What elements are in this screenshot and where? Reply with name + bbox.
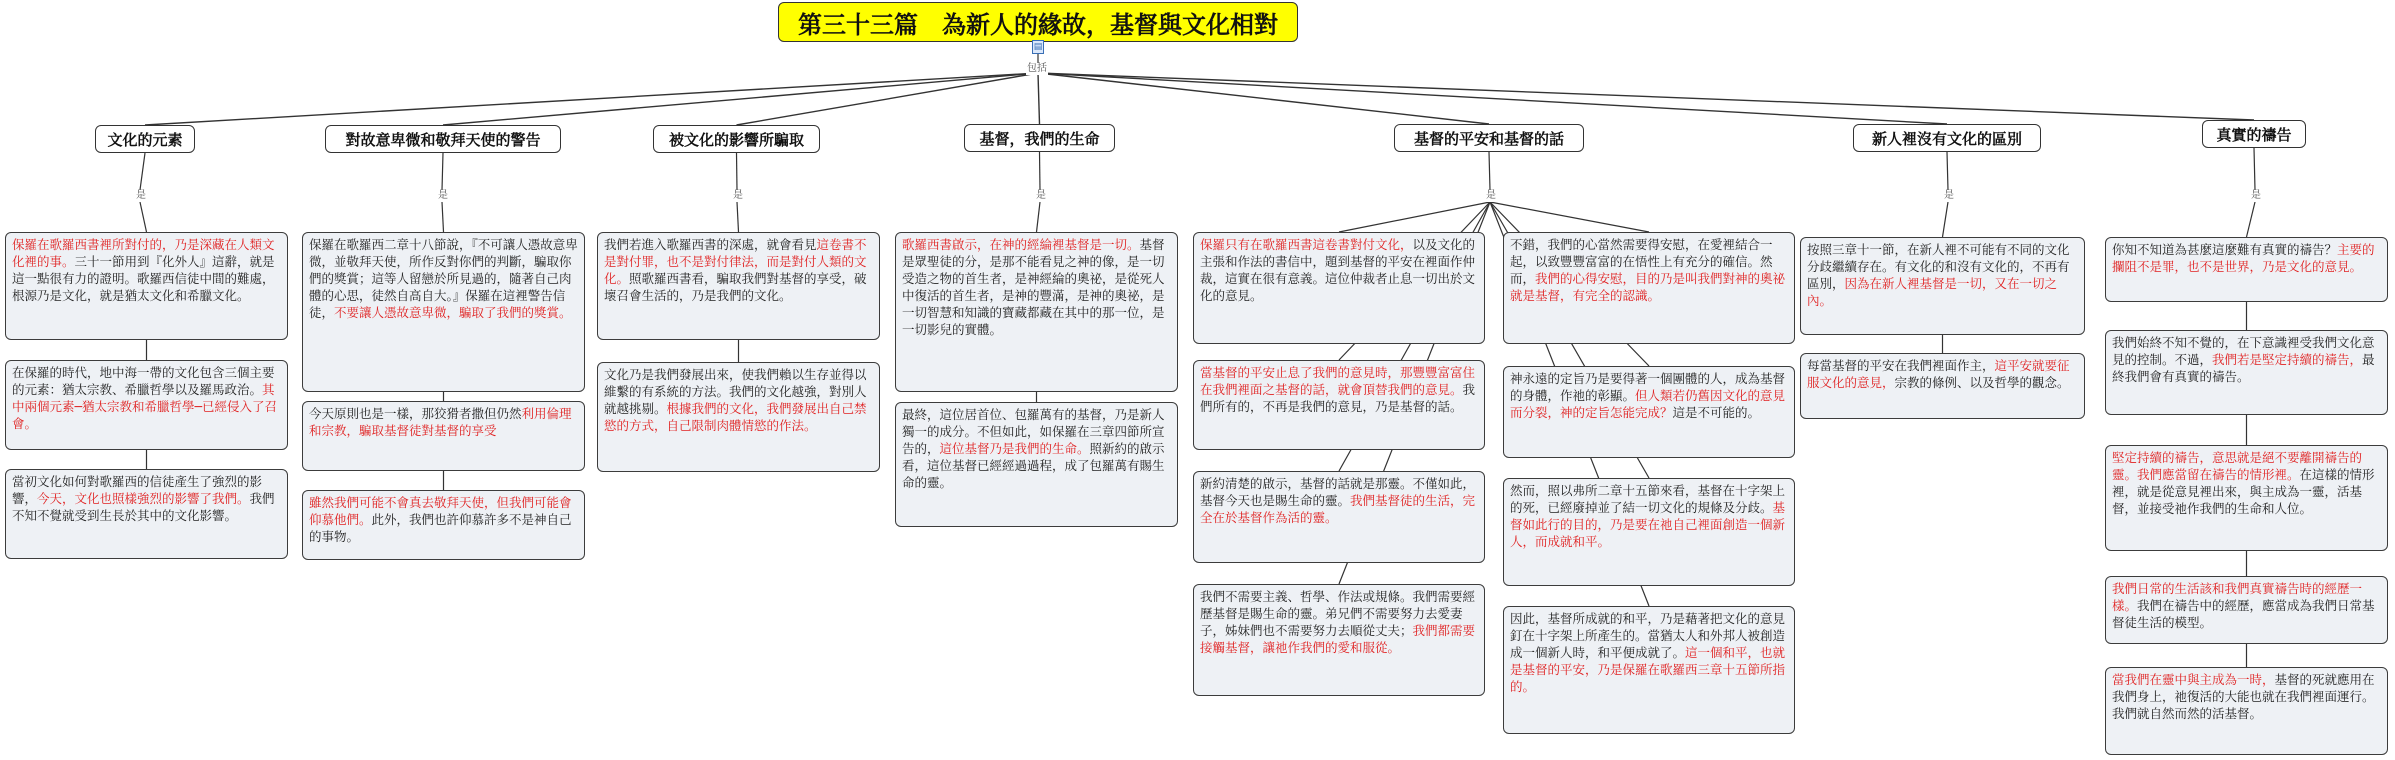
note-highlight-text: 這平安就要征服文化的意見， bbox=[1807, 358, 2070, 390]
note-highlight-text: 這位基督乃是我們的生命。 bbox=[939, 441, 1090, 456]
topic-christ-our-life[interactable]: 基督，我們的生命 bbox=[964, 124, 1115, 152]
connector-line bbox=[1490, 202, 1649, 232]
topic-warning-angels[interactable]: 對故意卑微和敬拜天使的警告 bbox=[325, 125, 561, 153]
topic-genuine-prayer[interactable]: 真實的禱告 bbox=[2202, 120, 2306, 148]
connector-line bbox=[1947, 152, 1948, 190]
note-box[interactable] bbox=[1503, 232, 1795, 344]
note-icon: ▤ bbox=[1033, 42, 1043, 52]
note-box[interactable] bbox=[1503, 606, 1795, 734]
note-text: 我們始終不知不覺的，在下意識裡受我們文化意見的控制。不過， bbox=[2112, 335, 2375, 367]
note-box[interactable] bbox=[1800, 237, 2085, 335]
connector-line bbox=[737, 153, 738, 190]
note-text: 最終我們會有真實的禱告。 bbox=[2112, 352, 2375, 384]
note-text: 新約清楚的啟示，基督的話就是那靈。不僅如此，基督今天也是賜生命的靈。 bbox=[1200, 476, 1476, 508]
note-highlight-text: 這卷書不是對付罪，也不是對付律法，而是對付人類的文化。 bbox=[604, 237, 867, 286]
connector-line bbox=[442, 202, 444, 232]
connector-line bbox=[1038, 73, 1489, 124]
note-box[interactable] bbox=[1503, 478, 1795, 586]
note-box[interactable] bbox=[1193, 232, 1485, 344]
note-highlight-text: 不要讓人憑故意卑微，騙取了我們的獎賞。 bbox=[334, 305, 572, 320]
note-highlight-text: 雖然我們可能不會真去敬拜天使，但我們可能會仰慕他們。 bbox=[309, 495, 572, 527]
sub-link-label: 是 bbox=[1036, 190, 1046, 201]
note-box[interactable] bbox=[1193, 584, 1485, 696]
note-highlight-text: 但人類若仍舊因文化的意見而分裂，神的定旨怎能完成？ bbox=[1510, 388, 1786, 420]
note-highlight-text: 當我們在靈中與主成為一時， bbox=[2112, 672, 2275, 687]
note-text: 我們不需要主義、哲學、作法或規條。我們需要經歷基督是賜生命的靈。弟兄們不需要努力去愛妻子，姊妹們也不需要努力去順從丈夫； bbox=[1200, 589, 1476, 638]
connector-line bbox=[140, 153, 145, 190]
connector-line bbox=[2254, 148, 2255, 190]
note-box[interactable] bbox=[1193, 360, 1485, 450]
note-text: 按照三章十一節，在新人裡不可能有不同的文化分歧繼續存在。有文化的和沒有文化的，不再有區別， bbox=[1807, 242, 2070, 291]
note-text: 我們所有的，不再是我們的意見，乃是基督的話。 bbox=[1200, 382, 1476, 414]
note-text: 我們不知不覺就受到生長於其中的文化影響。 bbox=[12, 491, 275, 523]
sub-link-label: 是 bbox=[2251, 190, 2261, 201]
topic-no-cultural-distinction[interactable]: 新人裡沒有文化的區別 bbox=[1853, 124, 2041, 152]
note-text: 在這樣的情形裡，就是從意見裡出來，與主成為一靈，活基督，並接受祂作我們的生命和人位。 bbox=[2112, 467, 2375, 516]
note-highlight-text: 基督如此行的目的，乃是要在祂自己裡面創造一個新人，而成就和平。 bbox=[1510, 500, 1786, 549]
note-highlight-text: 保羅在歌羅西書裡所對付的，乃是深藏在人類文化裡的事。 bbox=[12, 237, 275, 269]
note-text: 我們在禱告中的經歷，應當成為我們日常基督徒生活的模型。 bbox=[2112, 598, 2375, 630]
note-text: 不錯，我們的心當然需要得安慰，在愛裡結合一起，以致豐豐富富的在悟性上有充分的確信。然而， bbox=[1510, 237, 1773, 286]
note-highlight-text: 保羅只有在歌羅西書這卷書對付文化， bbox=[1200, 237, 1413, 252]
connector-line bbox=[1038, 73, 1947, 124]
connector-line bbox=[140, 202, 147, 232]
topic-deceived-by-culture[interactable]: 被文化的影響所騙取 bbox=[653, 125, 820, 153]
note-highlight-text: 主要的攔阻不是罪，也不是世界，乃是文化的意見。 bbox=[2112, 242, 2375, 274]
note-box[interactable] bbox=[1193, 471, 1485, 563]
note-text: 當初文化如何對歌羅西的信徒產生了強烈的影響， bbox=[12, 474, 263, 506]
connector-line bbox=[442, 153, 443, 190]
note-text: 文化乃是我們發展出來，使我們賴以生存並得以維繫的有系統的方法。我們的文化越強，對別人就越挑剔。 bbox=[604, 367, 867, 416]
note-box[interactable] bbox=[1503, 366, 1795, 458]
note-highlight-text: 這一個和平，也就是基督的平安，乃是保羅在歌羅西三章十五節所指的。 bbox=[1510, 645, 1786, 694]
connector-line bbox=[145, 73, 1038, 125]
note-highlight-text: 歌羅西書啟示，在神的經綸裡基督是一切。 bbox=[902, 237, 1140, 252]
note-text: 保羅在歌羅西二章十八節說，『不可讓人憑故意卑微，並敬拜天使，所作反對你們的判斷，騙取你們的獎賞；這等人留戀於所見過的，隨著自己肉體的心思，徒然自高自大。』保羅在這裡警告信徒， bbox=[309, 237, 578, 320]
connector-line bbox=[1038, 73, 2254, 120]
note-highlight-text: 我們的心得安慰，目的乃是叫我們對神的奧祕就是基督，有完全的認識。 bbox=[1510, 271, 1786, 303]
note-text: 最終，這位居首位、包羅萬有的基督，乃是新人獨一的成分。不但如此，如保羅在三章四節所宣告的， bbox=[902, 407, 1165, 456]
note-text: 在保羅的時代，地中海一帶的文化包含三個主要的元素：猶太宗教、希臘哲學以及羅馬政治。 bbox=[12, 365, 275, 397]
note-text: 這是不可能的。 bbox=[1672, 405, 1761, 420]
note-highlight-text: 因為在新人裡基督是一切，又在一切之內。 bbox=[1807, 276, 2058, 308]
note-box[interactable] bbox=[2105, 330, 2388, 415]
connector-line bbox=[443, 73, 1038, 125]
note-text: 你知不知道為甚麼這麼難有真實的禱告？ bbox=[2112, 242, 2338, 257]
note-text: 今天原則也是一樣，那狡猾者撒但仍然 bbox=[309, 406, 522, 421]
note-text: 以及文化的主張和作法的書信中，題到基督的平安在裡面作仲裁，這實在很有意義。這位仲裁者止息一切出於文化的意見。 bbox=[1200, 237, 1476, 303]
note-text: 照新約的啟示看，這位基督已經經過過程，成了包羅萬有賜生命的靈。 bbox=[902, 441, 1165, 490]
note-text: 因此，基督所成就的和平，乃是藉著把文化的意見釘在十字架上所產生的。當猶太人和外邦人被創造成一個新人時，和平便成就了。 bbox=[1510, 611, 1786, 660]
root-link-label: 包括 bbox=[1027, 63, 1047, 74]
connector-line bbox=[1489, 152, 1490, 190]
note-box[interactable] bbox=[5, 360, 288, 450]
connector-line bbox=[1339, 202, 1490, 232]
note-text: 基督是眾聖徒的分，是那不能看見之神的像，是一切受造之物的首生者，是神經綸的奧祕，是從死人中復活的首生者，是神的豐滿，是神的奧祕，是一切智慧和知識的寶藏都藏在其中的那一位，是一切影兒的實體。 bbox=[902, 237, 1165, 337]
note-box[interactable] bbox=[2105, 667, 2388, 755]
sub-link-label: 是 bbox=[136, 190, 146, 201]
note-box[interactable] bbox=[895, 232, 1178, 392]
note-box[interactable] bbox=[2105, 445, 2388, 551]
note-text: 我們若進入歌羅西書的深處，就會看見 bbox=[604, 237, 817, 252]
connector-line bbox=[2247, 202, 2256, 237]
note-box[interactable] bbox=[895, 402, 1178, 527]
sub-link-label: 是 bbox=[1944, 190, 1954, 201]
note-box[interactable] bbox=[5, 469, 288, 559]
note-highlight-text: 其中兩個元素─猶太宗教和希臘哲學─已經侵入了召會。 bbox=[12, 382, 278, 431]
note-box[interactable] bbox=[5, 232, 288, 340]
connector-line bbox=[1040, 152, 1041, 190]
note-text: 神永遠的定旨乃是要得著一個團體的人，成為基督的身體，作祂的彰顯。 bbox=[1510, 371, 1786, 403]
note-box[interactable] bbox=[2105, 576, 2388, 644]
note-highlight-text: 今天，文化也照樣強烈的影響了我們。 bbox=[37, 491, 250, 506]
note-highlight-text: 根據我們的文化，我們發展出自己禁慾的方式，自己限制肉體情慾的作法。 bbox=[604, 401, 867, 433]
note-box[interactable] bbox=[1800, 353, 2085, 419]
note-text: 然而，照以弗所二章十五節來看，基督在十字架上的死，已經廢掉並了結一切文化的規條及分歧。 bbox=[1510, 483, 1786, 515]
note-highlight-text: 我們都需要接觸基督，讓祂作我們的愛和服從。 bbox=[1200, 623, 1476, 655]
note-box[interactable] bbox=[597, 362, 880, 472]
note-box[interactable] bbox=[302, 401, 585, 471]
note-box[interactable] bbox=[597, 232, 880, 340]
note-text: 基督的死就應用在我們身上，祂復活的大能也就在我們裡面運行。我們就自然而然的活基督。 bbox=[2112, 672, 2375, 721]
connector-line bbox=[737, 73, 1039, 125]
sub-link-label: 是 bbox=[1486, 190, 1496, 201]
connector-line bbox=[1037, 202, 1041, 232]
connector-line bbox=[1943, 202, 1949, 237]
note-text: 宗教的條例、以及哲學的觀念。 bbox=[1894, 375, 2070, 390]
central-topic[interactable]: 第三十三篇 為新人的緣故，基督與文化相對 bbox=[778, 2, 1298, 42]
topic-cultural-elements[interactable]: 文化的元素 bbox=[95, 125, 195, 153]
note-highlight-text: 我們若是堅定持續的禱告， bbox=[2212, 352, 2363, 367]
note-text: 此外，我們也許仰慕許多不是神自己的事物。 bbox=[309, 512, 572, 544]
sub-link-label: 是 bbox=[733, 190, 743, 201]
note-box[interactable] bbox=[2105, 237, 2388, 302]
note-text: 照歌羅西書看，騙取我們對基督的享受，破壞召會生活的，乃是我們的文化。 bbox=[604, 271, 867, 303]
connector-line bbox=[737, 202, 739, 232]
note-highlight-text: 利用倫理和宗教，騙取基督徒對基督的享受 bbox=[309, 406, 572, 438]
topic-peace-and-word[interactable]: 基督的平安和基督的話 bbox=[1394, 124, 1584, 152]
sub-link-label: 是 bbox=[438, 190, 448, 201]
note-text: 每當基督的平安在我們裡面作主， bbox=[1807, 358, 1995, 373]
note-highlight-text: 當基督的平安止息了我們的意見時，那豐豐富富住在我們裡面之基督的話，就會頂替我們的意見。 bbox=[1200, 365, 1476, 397]
connector-line bbox=[1038, 73, 1040, 124]
note-box[interactable] bbox=[302, 490, 585, 560]
note-highlight-text: 我們日常的生活該和我們真實禱告時的經歷一樣。 bbox=[2112, 581, 2363, 613]
note-text: 三十一節用到『化外人』這辭，就是這一點很有力的證明。歌羅西信徒中間的難處，根源乃是文化，就是猶太文化和希臘文化。 bbox=[12, 254, 275, 303]
note-box[interactable] bbox=[302, 232, 585, 392]
note-highlight-text: 堅定持續的禱告，意思就是絕不要離開禱告的靈。我們應當留在禱告的情形裡。 bbox=[2112, 450, 2363, 482]
note-highlight-text: 我們基督徒的生活，完全在於基督作為活的靈。 bbox=[1200, 493, 1476, 525]
